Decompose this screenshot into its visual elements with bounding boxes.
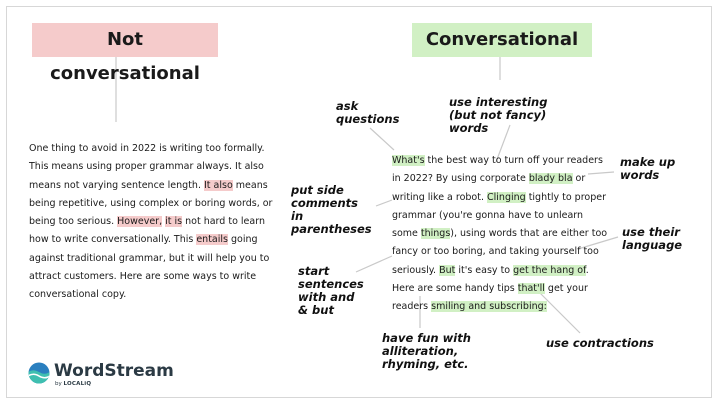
- text-segment: tightly to proper grammar (you're gonna have to unlearn some: [392, 191, 606, 240]
- highlighted-phrase: It also: [204, 179, 233, 191]
- text-segment: or writing like a robot.: [392, 173, 586, 203]
- annotation-interesting-words: use interesting (but not fancy) words: [449, 95, 548, 135]
- connector-side-comments: [376, 200, 392, 206]
- logo-wordmark: WordStream: [54, 361, 174, 381]
- logo-byline: [55, 381, 91, 387]
- highlighted-phrase: However,: [117, 216, 163, 228]
- highlighted-phrase: it is: [165, 216, 183, 228]
- wordstream-wave-icon: [28, 362, 50, 384]
- paragraph-not-conversational: [29, 140, 279, 305]
- text-segment: ), using words that are either too fancy or too boring, and taking yourself too seriously.: [392, 228, 608, 276]
- highlighted-phrase: that'll: [517, 283, 545, 295]
- connector-ask-questions: [370, 128, 394, 150]
- text-segment: One thing to avoid in 2022 is writing too formally. This means using proper grammar always. It also means not varying sentence length.: [29, 143, 265, 191]
- text-segment: . Here are some handy tips: [392, 264, 589, 295]
- highlighted-phrase: get the hang of: [513, 264, 586, 276]
- highlighted-phrase: entails: [196, 234, 228, 246]
- annotation-make-up-words: make up words: [620, 155, 676, 182]
- paragraph-conversational: [392, 152, 608, 317]
- annotation-their-language: use their language: [622, 225, 683, 252]
- header-not-conversational: Not conversational: [32, 23, 218, 57]
- annotation-side-comments: put side comments in parentheses: [291, 183, 372, 236]
- annotation-contractions: use contractions: [546, 336, 654, 350]
- header-conversational: Conversational: [412, 23, 592, 57]
- text-segment: going against traditional grammar, but it will help you to attract customers. Here are some ways to write conversational copy.: [29, 234, 270, 301]
- logo-by-brand: LOCALiQ: [63, 381, 92, 387]
- text-segment: it's easy to: [455, 264, 514, 276]
- highlighted-phrase: What's: [392, 155, 425, 166]
- annotation-have-fun: have fun with alliteration, rhyming, etc.: [382, 331, 471, 371]
- highlighted-phrase: smiling and subscribing:: [431, 301, 547, 313]
- text-segment: means being repetitive, using complex or boring words, or being too serious.: [29, 179, 273, 228]
- text-segment: not hard to learn how to write conversationally. This: [29, 216, 265, 246]
- highlighted-phrase: Clinging: [487, 191, 526, 203]
- annotation-ask-questions: ask questions: [336, 99, 400, 126]
- highlighted-phrase: blady bla: [528, 173, 573, 185]
- annotation-start-sentences: start sentences with and & but: [298, 264, 364, 317]
- highlighted-phrase: things: [420, 228, 451, 240]
- highlighted-phrase: But: [439, 264, 456, 276]
- logo-by-text: by: [55, 381, 62, 387]
- text-segment: get your readers: [392, 283, 588, 313]
- text-segment: the best way to turn off your readers in 2022? By using corporate: [392, 155, 603, 185]
